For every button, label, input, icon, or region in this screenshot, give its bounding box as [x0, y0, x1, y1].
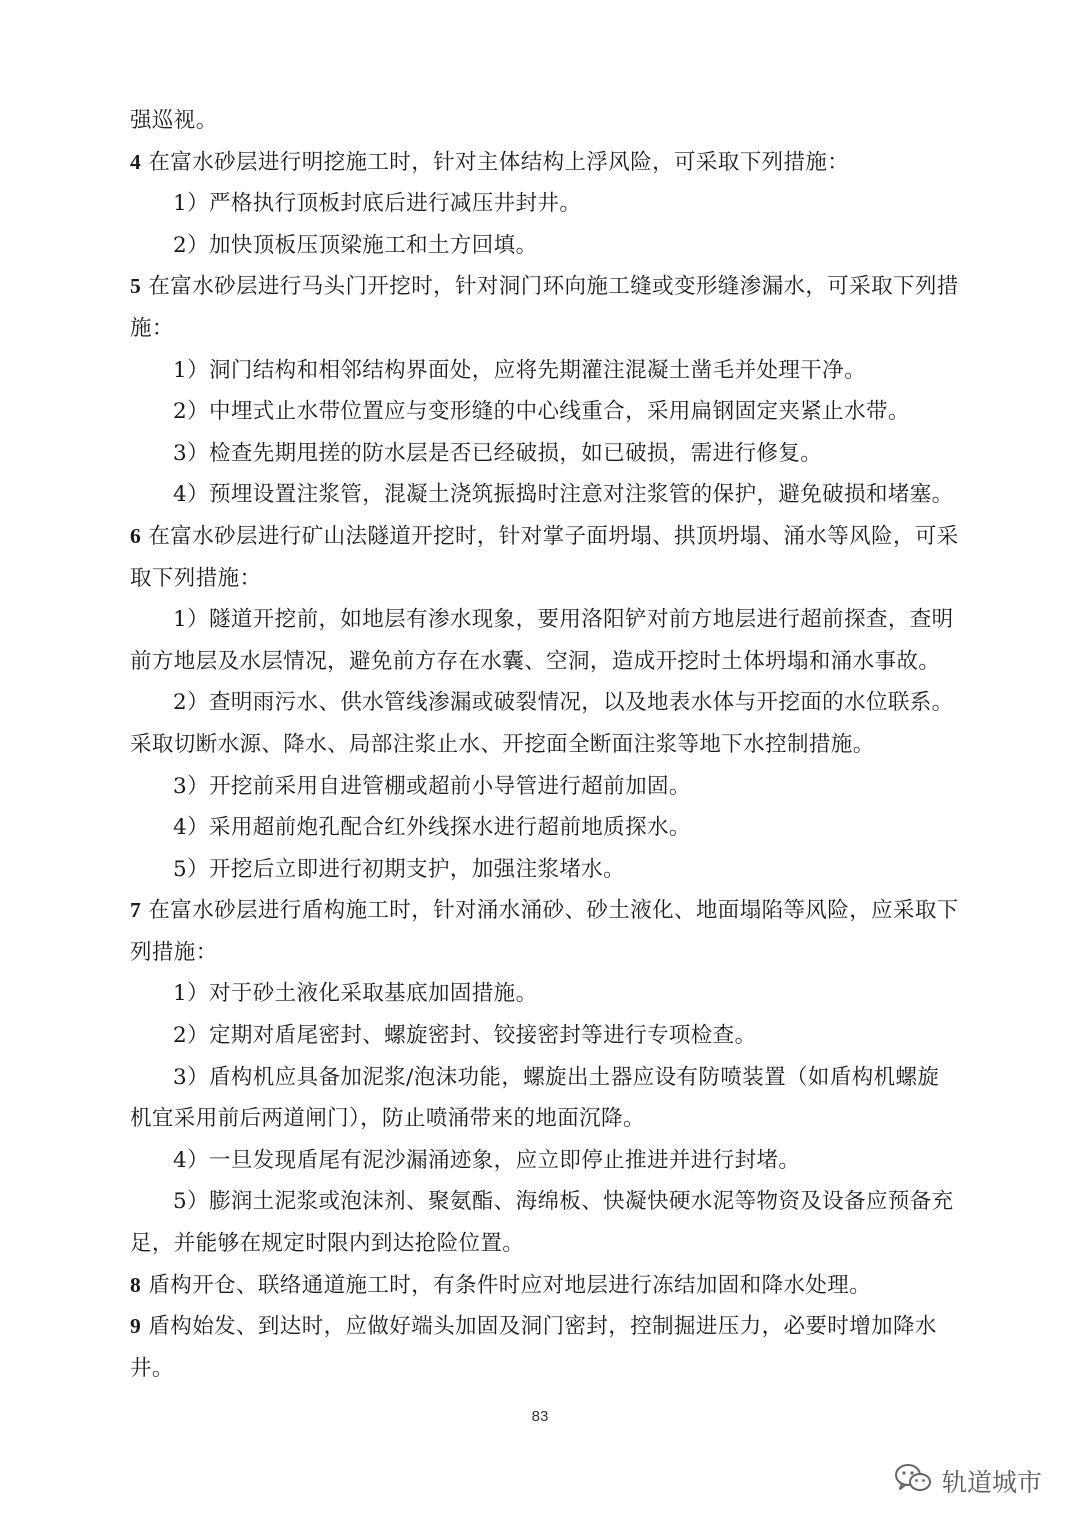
paragraph-text: 在富水砂层进行明挖施工时，针对主体结构上浮风险，可采取下列措施： [141, 149, 850, 175]
paragraph-text: 3）开挖前采用自进管棚或超前小导管进行超前加固。 [173, 773, 691, 799]
watermark [894, 1462, 1042, 1500]
paragraph-text: 5）膨润土泥浆或泡沫剂、聚氨酯、海绵板、快凝快硬水泥等物资及设备应预备充足，并能够在规定时限内到达抢险位置。 [130, 1189, 954, 1257]
clause-6 [130, 516, 960, 599]
clause-number: 7 [130, 898, 142, 923]
clause-8 [130, 1265, 960, 1307]
watermark-text: 轨道城市 [941, 1468, 1042, 1497]
paragraph [130, 766, 960, 808]
clause-5 [130, 266, 960, 349]
paragraph-text: 4）一旦发现盾尾有泥沙漏涌迹象，应立即停止推进并进行封堵。 [173, 1147, 801, 1173]
paragraph-text: 盾构始发、到达时，应做好端头加固及洞门密封，控制掘进压力，必要时增加降水井。 [130, 1314, 937, 1381]
paragraph [130, 1015, 960, 1057]
paragraph [130, 433, 960, 475]
clause-number: 5 [130, 274, 142, 299]
paragraph-text: 强巡视。 [130, 108, 218, 133]
paragraph [130, 599, 960, 682]
paragraph-text: 1）严格执行顶板封底后进行减压井封井。 [173, 191, 582, 217]
wechat-icon [894, 1462, 932, 1500]
paragraph [130, 682, 960, 765]
paragraph [130, 350, 960, 392]
paragraph-text: 2）中埋式止水带位置应与变形缝的中心线重合，采用扁钢固定夹紧止水带。 [173, 399, 910, 425]
paragraph-text: 在富水砂层进行盾构施工时，针对涌水涌砂、砂土液化、地面塌陷等风险，应采取下列措施： [130, 898, 959, 965]
clause-number: 4 [130, 149, 142, 174]
clause-number: 6 [130, 523, 142, 548]
paragraph [130, 391, 960, 433]
paragraph [130, 474, 960, 516]
paragraph-text: 5）开挖后立即进行初期支护，加强注浆堵水。 [173, 856, 626, 882]
paragraph-text: 3）检查先期甩搓的防水层是否已经破损，如已破损，需进行修复。 [173, 440, 823, 466]
clause-7 [130, 890, 960, 973]
paragraph-text: 2）定期对盾尾密封、螺旋密封、铰接密封等进行专项检查。 [173, 1023, 757, 1049]
paragraph-text: 在富水砂层进行马头门开挖时，针对洞门环向施工缝或变形缝渗漏水，可采取下列措施： [130, 274, 959, 341]
paragraph [130, 973, 960, 1015]
paragraph-text: 2）查明雨污水、供水管线渗漏或破裂情况，以及地表水体与开挖面的水位联系。采取切断水源、降水、局部注浆止水、开挖面全断面注浆等地下水控制措施。 [130, 690, 954, 757]
paragraph [130, 1181, 960, 1264]
paragraph [130, 849, 960, 891]
clause-9 [130, 1306, 960, 1389]
paragraph-text: 4）预埋设置注浆管，混凝土浇筑振捣时注意对注浆管的保护，避免破损和堵塞。 [173, 482, 954, 508]
paragraph-text: 1）对于砂土液化采取基底加固措施。 [173, 981, 538, 1007]
paragraph [130, 807, 960, 849]
document-body [130, 100, 960, 1389]
clause-number: 8 [130, 1272, 142, 1297]
paragraph [130, 100, 960, 142]
paragraph [130, 183, 960, 225]
paragraph [130, 1140, 960, 1182]
paragraph-text: 1）隧道开挖前，如地层有渗水现象，要用洛阳铲对前方地层进行超前探查，查明前方地层及水层情况，避免前方存在水囊、空洞，造成开挖时土体坍塌和涌水事故。 [130, 607, 954, 674]
paragraph-text: 4）采用超前炮孔配合红外线探水进行超前地质探水。 [173, 815, 691, 841]
paragraph-text: 1）洞门结构和相邻结构界面处，应将先期灌注混凝土凿毛并处理干净。 [173, 357, 866, 383]
clause-number: 9 [130, 1314, 142, 1339]
paragraph-text: 在富水砂层进行矿山法隧道开挖时，针对掌子面坍塌、拱顶坍塌、涌水等风险，可采取下列措施： [130, 523, 959, 591]
paragraph-text: 盾构开仓、联络通道施工时，有条件时应对地层进行冻结加固和降水处理。 [141, 1272, 872, 1298]
paragraph [130, 1057, 960, 1140]
paragraph-text: 3）盾构机应具备加泥浆/泡沫功能，螺旋出土器应设有防喷装置（如盾构机螺旋机宜采用前后两道闸门），防止喷涌带来的地面沉降。 [130, 1064, 940, 1132]
paragraph [130, 225, 960, 267]
page-number: 83 [531, 1408, 549, 1425]
clause-4 [130, 142, 960, 184]
paragraph-text: 2）加快顶板压顶梁施工和土方回填。 [173, 232, 538, 258]
